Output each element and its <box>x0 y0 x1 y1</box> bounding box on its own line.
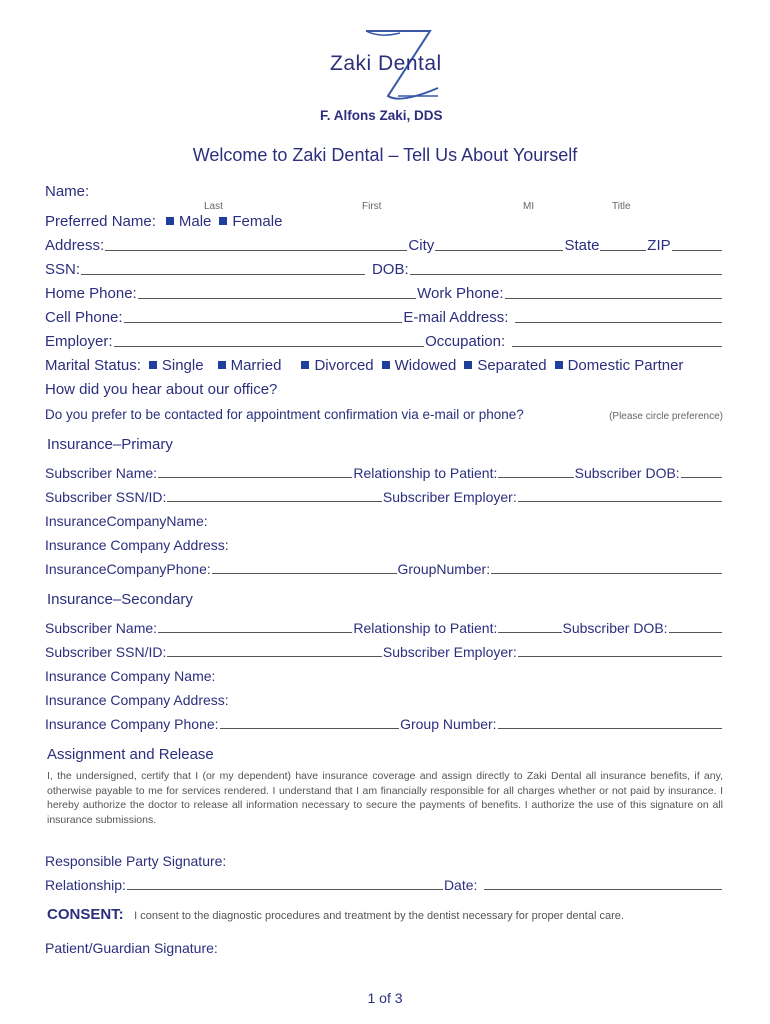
checkbox-icon <box>166 217 174 225</box>
consent-row <box>47 906 624 924</box>
patient-signature-row <box>45 936 723 956</box>
primary-company-name-label: InsuranceCompanyName: <box>45 513 208 529</box>
checkbox-icon <box>464 361 472 369</box>
marital-row <box>45 354 723 374</box>
relationship-label: Relationship: <box>45 877 126 893</box>
contact-pref-label: Do you prefer to be contacted for appointment confirmation via e-mail or phone? <box>45 407 524 422</box>
checkbox-icon <box>218 361 226 369</box>
male-label: Male <box>178 213 212 230</box>
marital-domestic-partner[interactable] <box>547 357 684 374</box>
secondary-company-phone-label: Insurance Company Phone: <box>45 716 219 732</box>
date-field[interactable] <box>484 875 722 890</box>
marital-married[interactable] <box>210 357 282 374</box>
primary-dob-field[interactable] <box>681 463 722 478</box>
name-sub-first: First <box>362 201 382 212</box>
marital-single[interactable] <box>141 357 204 374</box>
logo-brand: Zaki Dental <box>330 52 442 75</box>
dob-field[interactable] <box>410 260 722 275</box>
state-field[interactable] <box>600 236 646 251</box>
secondary-sub-name-field[interactable] <box>158 618 352 633</box>
phone-row <box>45 282 723 302</box>
contact-pref-note: (Please circle preference) <box>609 411 723 422</box>
primary-ssn-row <box>45 485 723 505</box>
secondary-company-address-row <box>45 688 723 708</box>
option-label: Separated <box>477 357 547 374</box>
occupation-label: Occupation: <box>425 333 506 350</box>
zip-field[interactable] <box>672 236 722 251</box>
relationship-date-row <box>45 873 723 893</box>
occupation-field[interactable] <box>512 332 722 347</box>
secondary-heading: Insurance–Secondary <box>47 591 193 608</box>
primary-employer-field[interactable] <box>518 487 722 502</box>
home-phone-label: Home Phone: <box>45 285 137 302</box>
patient-signature-label: Patient/Guardian Signature: <box>45 940 218 956</box>
primary-relationship-label: Relationship to Patient: <box>353 465 498 481</box>
secondary-company-name-label: Insurance Company Name: <box>45 668 216 684</box>
employer-label: Employer: <box>45 333 113 350</box>
secondary-ssn-label: Subscriber SSN/ID: <box>45 644 167 660</box>
ssn-label: SSN: <box>45 261 81 278</box>
primary-relationship-field[interactable] <box>498 463 573 478</box>
secondary-ssn-row <box>45 640 723 660</box>
marital-divorced[interactable] <box>293 357 373 374</box>
checkbox-icon <box>301 361 309 369</box>
option-label: Married <box>230 357 282 374</box>
checkbox-icon <box>382 361 390 369</box>
primary-dob-label: Subscriber DOB: <box>574 465 680 481</box>
option-label: Divorced <box>314 357 374 374</box>
date-label: Date: <box>443 877 478 893</box>
email-field[interactable] <box>515 308 722 323</box>
secondary-employer-field[interactable] <box>518 642 722 657</box>
primary-company-phone-row <box>45 557 723 577</box>
address-row <box>45 234 723 254</box>
state-label: State <box>564 237 600 254</box>
preferred-row <box>45 210 723 230</box>
marital-label: Marital Status: <box>45 357 141 374</box>
assignment-text: I, the undersigned, certify that I (or my dependent) have insurance coverage and assign directly to Zaki Dental all insurance benefits, if any, otherwise payable to me for services rendered. I understand that I am financially responsible for all charges whether or not paid by insurance. I hereby authorize the doctor to release all information necessary to secure the payments of benefits. I authorize the use of this signature on all insurance submissions. <box>47 770 723 826</box>
city-label: City <box>408 237 435 254</box>
female-checkbox[interactable] <box>211 213 282 230</box>
primary-group-label: GroupNumber: <box>397 561 491 577</box>
marital-separated[interactable] <box>456 357 546 374</box>
name-sub-title: Title <box>612 201 631 212</box>
secondary-group-field[interactable] <box>498 714 722 729</box>
secondary-relationship-field[interactable] <box>498 618 561 633</box>
female-label: Female <box>232 213 283 230</box>
checkbox-icon <box>219 217 227 225</box>
home-phone-field[interactable] <box>138 284 416 299</box>
checkbox-icon <box>555 361 563 369</box>
primary-company-phone-field[interactable] <box>212 559 397 574</box>
primary-company-phone-label: InsuranceCompanyPhone: <box>45 561 211 577</box>
employer-row <box>45 330 723 350</box>
option-label: Widowed <box>394 357 457 374</box>
name-sub-mi: MI <box>523 201 535 212</box>
dob-label: DOB: <box>371 261 409 278</box>
checkbox-icon <box>149 361 157 369</box>
secondary-dob-label: Subscriber DOB: <box>562 620 668 636</box>
preferred-label: Preferred Name: <box>45 213 156 230</box>
secondary-group-label: Group Number: <box>400 716 497 732</box>
male-checkbox[interactable] <box>158 213 212 230</box>
work-phone-label: Work Phone: <box>417 285 504 302</box>
logo <box>320 28 460 128</box>
ssn-row <box>45 258 723 278</box>
name-label: Name: <box>45 183 90 200</box>
primary-sub-name-label: Subscriber Name: <box>45 465 158 481</box>
primary-ssn-label: Subscriber SSN/ID: <box>45 489 167 505</box>
cell-phone-label: Cell Phone: <box>45 309 123 326</box>
option-label: Domestic Partner <box>567 357 684 374</box>
address-label: Address: <box>45 237 105 254</box>
secondary-sub-name-label: Subscriber Name: <box>45 620 158 636</box>
secondary-company-address-label: Insurance Company Address: <box>45 692 229 708</box>
zip-label: ZIP <box>647 237 671 254</box>
secondary-company-phone-row <box>45 712 723 732</box>
secondary-relationship-label: Relationship to Patient: <box>353 620 498 636</box>
primary-ssn-field[interactable] <box>167 487 382 502</box>
option-label: Single <box>161 357 204 374</box>
primary-employer-label: Subscriber Employer: <box>382 489 517 505</box>
logo-doctor: F. Alfons Zaki, DDS <box>320 108 443 123</box>
name-sub-last: Last <box>204 201 223 212</box>
primary-subscriber-row <box>45 461 723 481</box>
cell-row <box>45 306 723 326</box>
secondary-ssn-field[interactable] <box>167 642 382 657</box>
secondary-employer-label: Subscriber Employer: <box>382 644 517 660</box>
page-title: Welcome to Zaki Dental – Tell Us About Yourself <box>192 145 578 165</box>
city-field[interactable] <box>435 236 563 251</box>
secondary-company-phone-field[interactable] <box>220 714 400 729</box>
secondary-subscriber-row <box>45 616 723 636</box>
name-row <box>45 180 723 200</box>
marital-widowed[interactable] <box>374 357 457 374</box>
relationship-field[interactable] <box>127 875 443 890</box>
secondary-company-name-row <box>45 664 723 684</box>
primary-company-name-row <box>45 509 723 529</box>
contact-pref-row <box>45 402 723 422</box>
signature-row <box>45 849 723 869</box>
primary-company-address-row <box>45 533 723 553</box>
secondary-dob-field[interactable] <box>669 618 722 633</box>
consent-heading: CONSENT: <box>47 906 124 923</box>
ssn-field[interactable] <box>81 260 365 275</box>
address-field[interactable] <box>105 236 407 251</box>
email-label: E-mail Address: <box>403 309 509 326</box>
employer-field[interactable] <box>114 332 425 347</box>
primary-sub-name-field[interactable] <box>158 463 352 478</box>
cell-phone-field[interactable] <box>124 308 403 323</box>
work-phone-field[interactable] <box>505 284 722 299</box>
primary-company-address-label: Insurance Company Address: <box>45 537 229 553</box>
consent-text: I consent to the diagnostic procedures and treatment by the dentist necessary for proper dental care. <box>134 910 624 922</box>
primary-group-field[interactable] <box>491 559 722 574</box>
assignment-heading: Assignment and Release <box>47 746 214 763</box>
primary-heading: Insurance–Primary <box>47 436 173 453</box>
hear-row <box>45 378 723 398</box>
page-number: 1 of 3 <box>367 990 403 1006</box>
signature-label: Responsible Party Signature: <box>45 853 227 869</box>
hear-label: How did you hear about our office? <box>45 381 278 398</box>
